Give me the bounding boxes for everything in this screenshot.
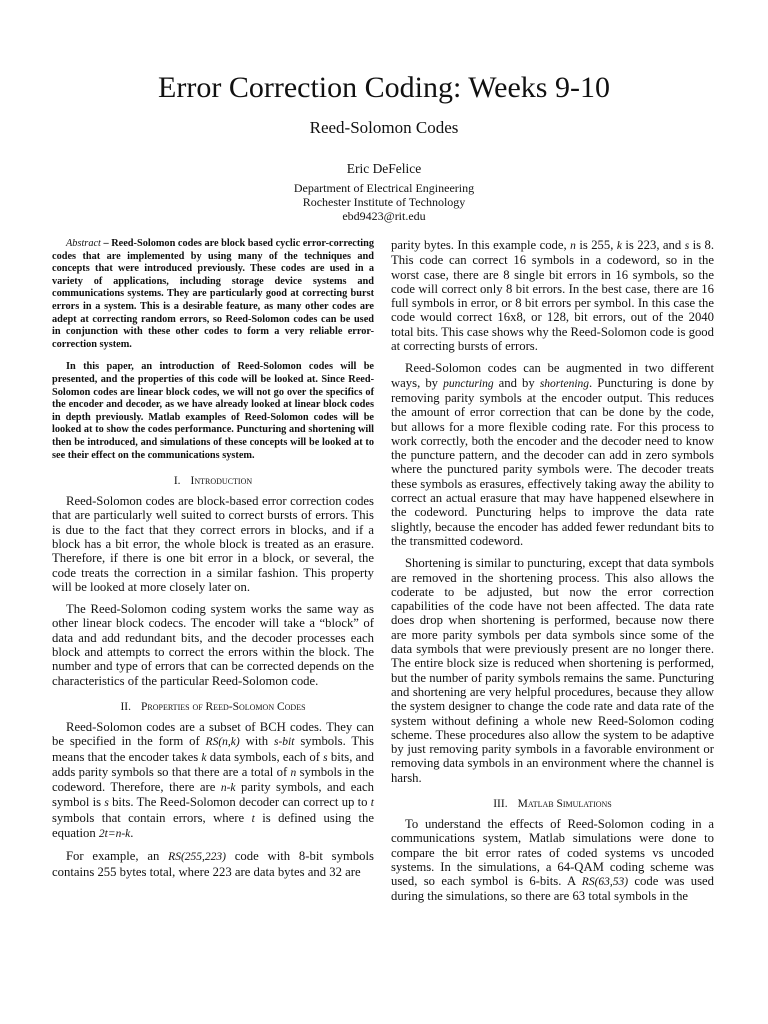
author-block bbox=[0, 160, 768, 223]
abstract-paragraph-1 bbox=[52, 238, 374, 351]
properties-paragraph-2-continued: parity bytes. In this example code, n is 255, k is 223, and s is 8. This code can correct 16 symbols in a codeword, so in the worst case, there are 8 single bit errors in 16 symbols, so the code will correct only 8 bit errors. In the best case, there are 16 full symbols in error, or 8 bit errors per symbol. In this case the code would correct 16x8, or 128, bit errors, out of the 2040 total bits. This case shows why the Reed-Solomon code is good at correcting bursts of errors. bbox=[391, 238, 715, 354]
author-department: Department of Electrical Engineering bbox=[293, 181, 475, 195]
intro-paragraph-1: Reed-Solomon codes are block-based error correction codes that are particularly well suited to correct bursts of errors. This is due to the fact that they correct errors in blocks, and if a block has a bit error, the whole block is treated as an erasure. Therefore, if there is one bit error in a block, or several, the code treats the correction in a similar fashion. This property will be looked at more closely later on. bbox=[52, 494, 374, 594]
shortening-paragraph: Shortening is similar to puncturing, except that data symbols are removed in the shortening process. This also allows the coderate to be adjusted, but now the error correction capabilities of the code have not been affected. The data rate does drop when shortening is performed, because now there are more parity symbols per data symbols since some of the data symbols that were previously present are no longer there. The entire block size is reduced when shortening is performed, but the number of parity symbols remains the same. Puncturing and shortening are very helpful procedures, because they allow the system designer to change the code rate and data rate of the system without defining a whole new Reed-Solomon coding scheme. These procedures also allow the system to be adaptive by just removing parity symbols in a favorable environment or removing data symbols in an environment where the channel is harsh. bbox=[391, 556, 714, 785]
section-number: III. bbox=[493, 797, 508, 810]
author-institute: Rochester Institute of Technology bbox=[302, 195, 466, 209]
left-column bbox=[52, 238, 374, 879]
section-title: Properties of Reed-Solomon Codes bbox=[140, 700, 306, 713]
properties-paragraph-1: Reed-Solomon codes are a subset of BCH codes. They can be specified in the form of RS(n,k) with s-bit symbols. This means that the encoder takes k data symbols, each of s bits, and adds parity symbols so that there are a total of n symbols in the codeword. Therefore, there are n-k parity symbols, and each symbol is s bits. The Reed-Solomon decoder can correct up to t symbols that contain errors, where t is defined using the equation 2t=n-k. bbox=[52, 719, 374, 841]
intro-paragraph-2: The Reed-Solomon coding system works the same way as other linear block codecs. The encoder will take a “block” of data and add redundant bits, and the decoder processes each block and attempts to correct the errors within the block. The number and type of errors that can be corrected depends on the characteristics of the particular Reed-Solomon code. bbox=[52, 602, 374, 688]
author-name: Eric DeFelice bbox=[346, 161, 422, 176]
right-column bbox=[391, 238, 714, 904]
abstract-paragraph-2: In this paper, an introduction of Reed-Solomon codes will be presented, and the properties of this code will be looked at. Since Reed-Solomon codes are linear block codes, we will not go over the specifics of the encoder and decoder, as we have already looked at linear block codes in depth previously. Matlab examples of Reed-Solomon codes will be looked at to show the codes performance. Puncturing and shortening will then be introduced, and simulations of these concepts will be looked at to see their effect on the communications system. bbox=[52, 361, 374, 461]
author-email: ebd9423@rit.edu bbox=[342, 209, 426, 223]
abstract-text-1: Reed-Solomon codes are block based cyclic error-correcting codes that are implemented by using many of the techniques and concepts that were introduced previously. These codes are used in a variety of applications, including storage device systems and communications systems. They are particularly good at correcting burst errors in a system. This is a desirable feature, as many other codes are adept at correcting random errors, so Reed-Solomon codes can be used in conjunction with these other codes to form a very reliable error-correction system. bbox=[52, 238, 375, 350]
section-number: II. bbox=[120, 700, 131, 713]
puncturing-paragraph: Reed-Solomon codes can be augmented in two different ways, by puncturing and by shortening. Puncturing is done by removing parity symbols at the encoder output. This reduces the amount of error correction that can be done by the code, but allows for a more flexible coding rate. For this process to work correctly, both the encoder and the decoder need to know the puncture pattern, and the decoder can add in zero symbols where the punctured parity symbols were. The decoder treats these symbols as erasures, effectively taking away the ability to correct an actual erasure that may have happened elsewhere in the codeword. Puncturing helps to improve the data rate slightly, because the encoder has added fewer redundant bits to the transmitted codeword. bbox=[391, 361, 715, 548]
section-title: Matlab Simulations bbox=[517, 797, 612, 810]
section-title: Introduction bbox=[190, 475, 253, 488]
paper-title: Error Correction Coding: Weeks 9-10 bbox=[158, 71, 610, 104]
section-heading-matlab bbox=[391, 797, 714, 811]
section-heading-introduction bbox=[52, 474, 374, 488]
section-number: I. bbox=[173, 475, 181, 488]
abstract-dash: – bbox=[100, 238, 112, 249]
properties-paragraph-2: For example, an RS(255,223) code with 8-bit symbols contains 255 bytes total, where 223 are data bytes and 32 are bbox=[52, 849, 374, 879]
paper-subtitle: Reed-Solomon Codes bbox=[309, 118, 459, 137]
matlab-paragraph-1: To understand the effects of Reed-Solomon coding in a communications system, Matlab simulations were done to compare the bit error rates of coded systems vs uncoded systems. In the simulations, a 64-QAM coding scheme was used, so each symbol is 6-bits. A RS(63,53) code was used during the simulations, so there are 63 total symbols in the bbox=[391, 816, 714, 904]
abstract-label: Abstract bbox=[66, 238, 101, 249]
section-heading-properties bbox=[52, 700, 374, 714]
